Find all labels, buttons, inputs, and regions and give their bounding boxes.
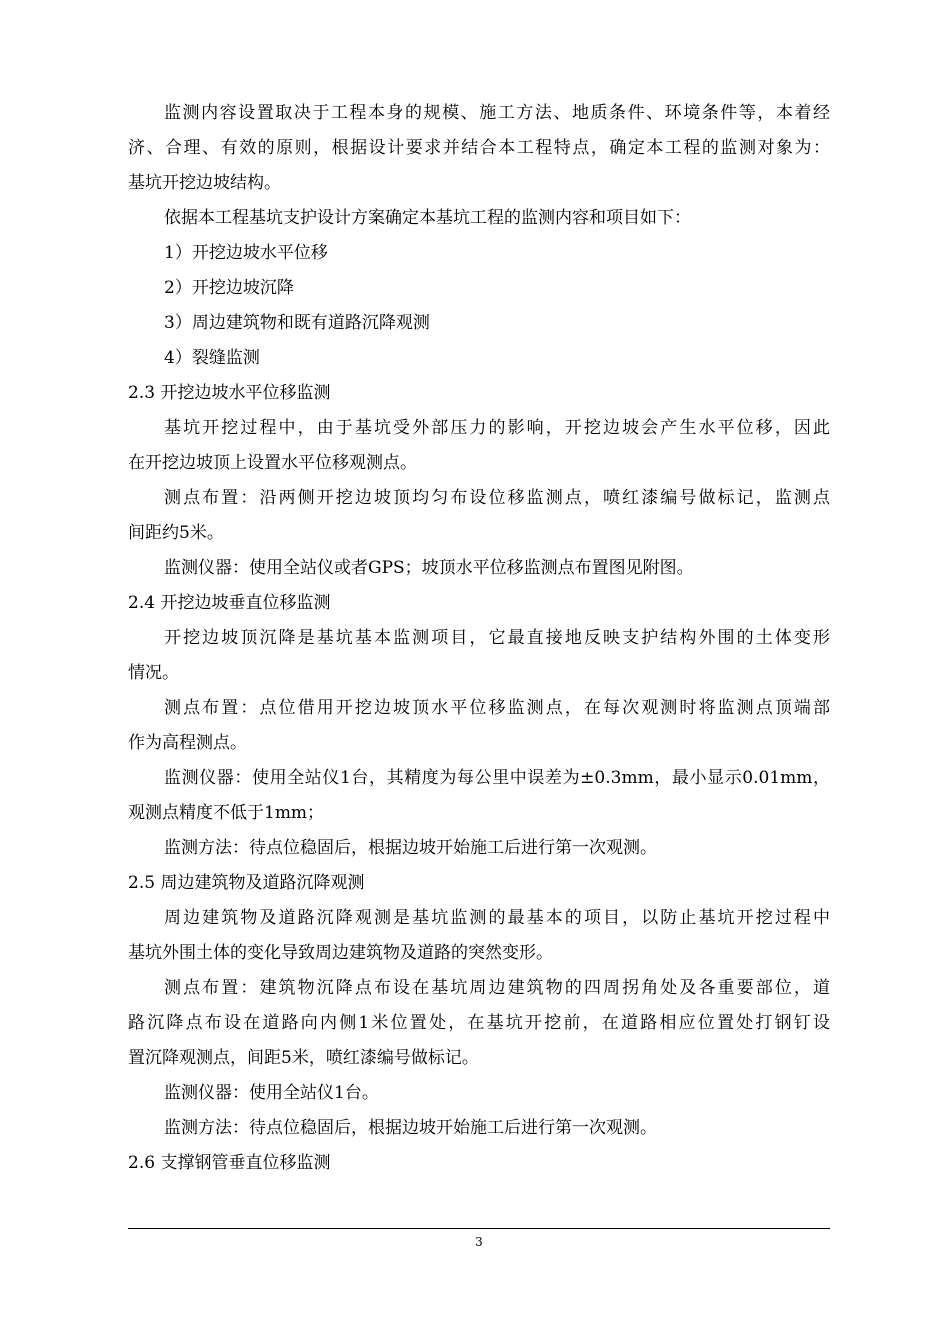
- footer-divider: [128, 1228, 830, 1229]
- paragraph-line: 依据本工程基坑支护设计方案确定本基坑工程的监测内容和项目如下：: [164, 208, 691, 228]
- list-item: 1）开挖边坡水平位移: [164, 243, 328, 263]
- list-item: 2）开挖边坡沉降: [164, 278, 294, 298]
- section-heading: 2.5 周边建筑物及道路沉降观测: [128, 873, 365, 893]
- paragraph-line: 间距约5米。: [128, 523, 224, 543]
- paragraph-line: 开挖边坡顶沉降是基坑基本监测项目，它最直接地反映支护结构外围的土体变形: [164, 628, 830, 648]
- section-heading: 2.4 开挖边坡垂直位移监测: [128, 593, 331, 613]
- paragraph-line: 监测仪器：使用全站仪或者GPS；坡顶水平位移监测点布置图见附图。: [164, 558, 694, 578]
- paragraph-line: 测点布置：点位借用开挖边坡顶水平位移监测点，在每次观测时将监测点顶端部: [164, 698, 830, 718]
- paragraph-line: 基坑开挖过程中，由于基坑受外部压力的影响，开挖边坡会产生水平位移，因此: [164, 418, 830, 438]
- paragraph-line: 济、合理、有效的原则，根据设计要求并结合本工程特点，确定本工程的监测对象为：: [128, 138, 830, 158]
- paragraph-line: 监测方法：待点位稳固后，根据边坡开始施工后进行第一次观测。: [164, 1118, 657, 1138]
- paragraph-line: 观测点精度不低于1mm；: [128, 803, 325, 823]
- list-item: 4）裂缝监测: [164, 348, 260, 368]
- list-item: 3）周边建筑物和既有道路沉降观测: [164, 313, 430, 333]
- paragraph-line: 周边建筑物及道路沉降观测是基坑监测的最基本的项目，以防止基坑开挖过程中: [164, 908, 830, 928]
- section-heading: 2.6 支撑钢管垂直位移监测: [128, 1153, 331, 1173]
- paragraph-line: 监测仪器：使用全站仪1台，其精度为每公里中误差为±0.3mm，最小显示0.01mm，: [164, 768, 830, 788]
- section-heading: 2.3 开挖边坡水平位移监测: [128, 383, 331, 403]
- paragraph-line: 情况。: [128, 663, 179, 683]
- paragraph-line: 测点布置：沿两侧开挖边坡顶均匀布设位移监测点，喷红漆编号做标记，监测点: [164, 488, 830, 508]
- page-number: 3: [475, 1235, 483, 1249]
- paragraph-line: 作为高程测点。: [128, 733, 247, 753]
- paragraph-line: 基坑开挖边坡结构。: [128, 173, 281, 193]
- paragraph-line: 监测方法：待点位稳固后，根据边坡开始施工后进行第一次观测。: [164, 838, 657, 858]
- paragraph-line: 置沉降观测点，间距5米，喷红漆编号做标记。: [128, 1048, 479, 1068]
- body-text: [128, 96, 830, 1181]
- paragraph-line: 测点布置：建筑物沉降点布设在基坑周边建筑物的四周拐角处及各重要部位，道: [164, 978, 830, 998]
- paragraph-line: 在开挖边坡顶上设置水平位移观测点。: [128, 453, 417, 473]
- paragraph-line: 监测内容设置取决于工程本身的规模、施工方法、地质条件、环境条件等，本着经: [164, 103, 830, 123]
- paragraph-line: 监测仪器：使用全站仪1台。: [164, 1083, 379, 1103]
- paragraph-line: 路沉降点布设在道路向内侧1米位置处，在基坑开挖前，在道路相应位置处打钢钉设: [128, 1013, 830, 1033]
- paragraph-line: 基坑外围土体的变化导致周边建筑物及道路的突然变形。: [128, 943, 553, 963]
